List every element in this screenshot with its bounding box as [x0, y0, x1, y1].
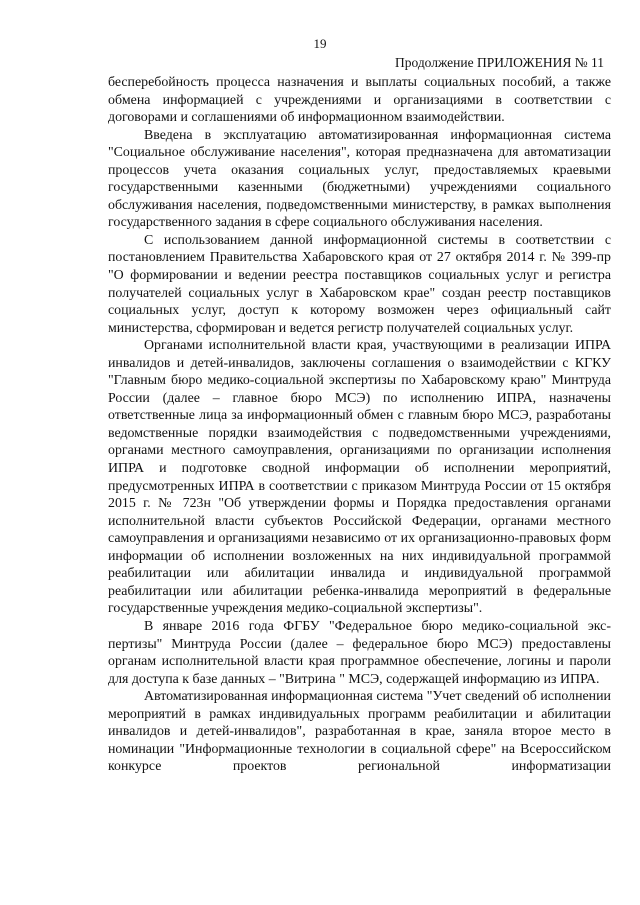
paragraph-5: В январе 2016 года ФГБУ "Федеральное бюро медико-социальной экспертизы" Минтруда России (далее – федеральное бюро МСЭ) предоставлены органам исполнительной власти края программное обеспечение, логины и пароли для доступа к базе данных – "Витрина " МСЭ, содержащей информацию из ИПРА. [108, 618, 611, 687]
paragraph-1: бесперебойность процесса назначения и выплаты социальных пособий, а также обмена информацией с учреждениями и организациями в соответствии с договорами и соглашениями об информационном взаимодействии. [108, 75, 611, 126]
paragraph-2: Введена в эксплуатацию автоматизированная информационная система "Социальное обслуживание населения", которая предназначена для автоматизации процессов учета оказания социальных услуг, предоставляемых краевыми государственными казенными (бюджетными) учреждениями социального обслуживания населения, подведомственными министерству, в рамках выполнения государственного задания в сфере социального обслуживания населения. [108, 127, 611, 231]
body-text [108, 74, 611, 776]
page-number: 19 [313, 36, 327, 51]
paragraph-3: С использованием данной информационной системы в соответствии с постановлением Правительства Хабаровского края от 27 октября 2014 г. № 399-пр "О формировании и ведении реестра поставщиков социальных услуг и регистра получателей социальных услуг в Хабаровском крае" создан реестр поставщиков социальных услуг, доступ к которому возможен через официальный сайт министерства, сформирован и ведется регистр получателей социальных услуг. [108, 232, 611, 336]
paragraph-6: Автоматизированная информационная система "Учет сведений об исполнении мероприятий в рамках индивидуальных программ реабилитации и абилитации инвалидов и детей-инвалидов", разработанная в крае, заняла второе место в номинации "Информационные технологии в социальной сфере" на Всероссийском конкурсе проектов региональной информатизации [108, 689, 611, 775]
paragraph-4: Органами исполнительной власти края, участвующими в реализации ИПРА инвалидов и детей-инвалидов, заключены соглашения о взаимодействии с КГКУ "Главным бюро медико-социальной экспертизы по Хабаровскому краю" Минтруда России (далее – главное бюро МСЭ) по исполнению ИПРА, назначены ответственные лица за информационный обмен с главным бюро МСЭ, разработаны ведомственные порядки взаимодействия с подведомственными учреждениями, органами местного самоуправления, организациями по организации исполнения ИПРА и подготовке сводной информации об исполнении мероприятий, предусмотренных ИПРА в соответствии с приказом Минтруда России от 15 октября 2015 г. № 723н "Об утверждении формы и Порядка предоставления органами исполнительной власти субъектов Российской Федерации, органами местного самоуправления и организациями независимо от их организационно-правовых форм информации об исполнении возложенных на них индивидуальной программой реабилитации или абилитации инвалида и индивидуальной программой реабилитации или абилитации ребенка-инвалида мероприятий в федеральные государственные учреждения медико-социальной экспертизы". [108, 338, 611, 617]
running-header: Продолжение ПРИЛОЖЕНИЯ № 11 [394, 55, 604, 70]
